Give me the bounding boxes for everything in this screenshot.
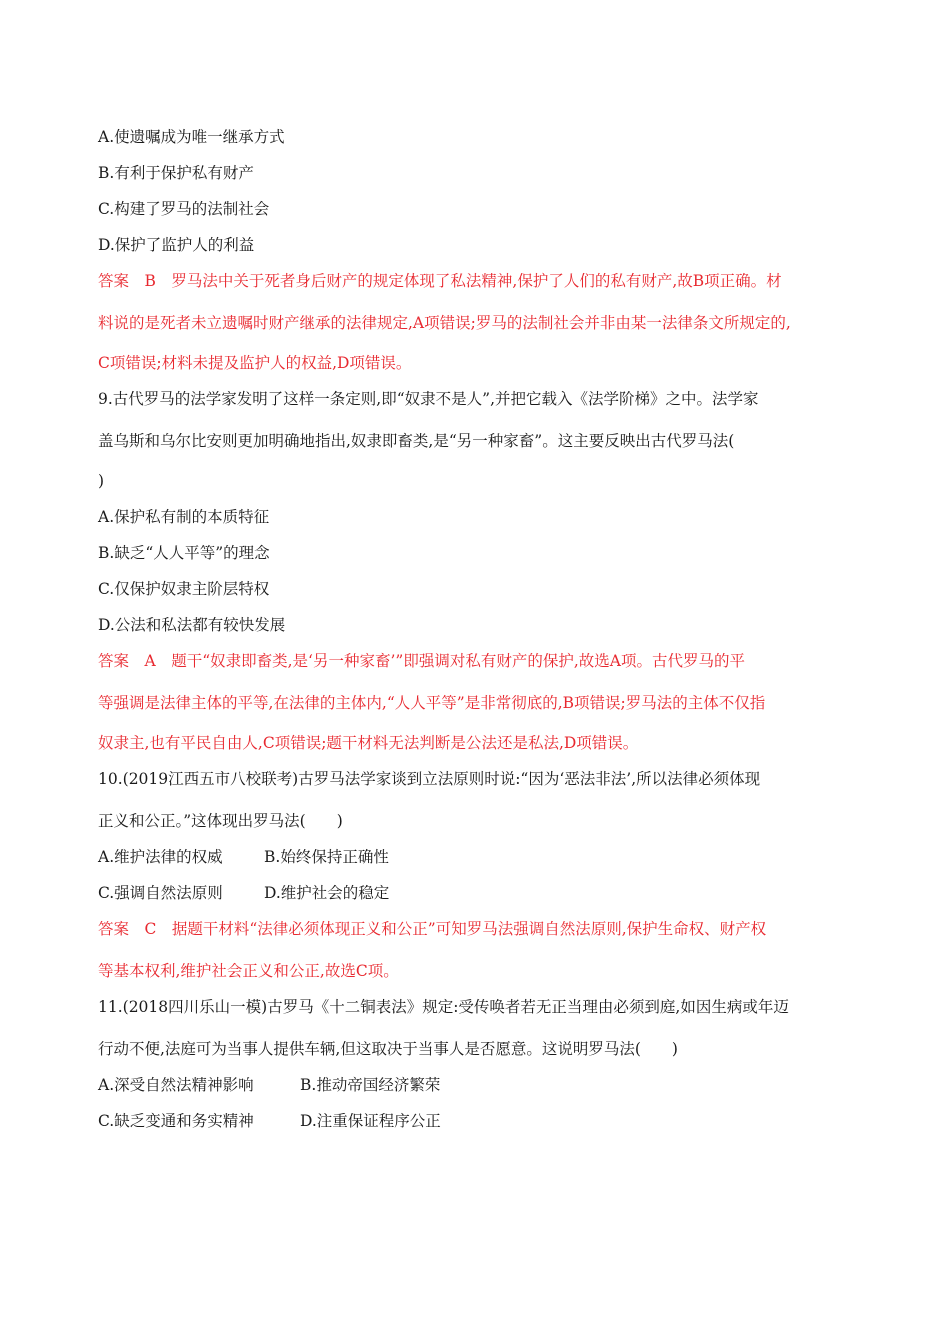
q10-option-a: A.维护法律的权威 bbox=[98, 848, 223, 866]
q10-option-c: C.强调自然法原则 bbox=[98, 884, 223, 902]
q9-option-d: D.公法和私法都有较快发展 bbox=[98, 616, 286, 634]
q11-options-row-1 bbox=[98, 1075, 858, 1095]
q8-option-c: C.构建了罗马的法制社会 bbox=[98, 200, 270, 218]
q9-answer-line-2: 等强调是法律主体的平等,在法律的主体内,“人人平等”是非常彻底的,B项错误;罗马法的主体不仅指 bbox=[98, 694, 766, 712]
q11-option-b: B.推动帝国经济繁荣 bbox=[300, 1076, 441, 1094]
q8-option-a: A.使遗嘱成为唯一继承方式 bbox=[98, 128, 285, 146]
q11-stem-line-1: 11.(2018四川乐山一模)古罗马《十二铜表法》规定:受传唤者若无正当理由必须到庭,如因生病或年迈 bbox=[98, 998, 789, 1016]
q9-stem-line-2: 盖乌斯和乌尔比安则更加明确地指出,奴隶即畜类,是“另一种家畜”。这主要反映出古代罗马法( bbox=[98, 432, 735, 450]
q9-stem-line-1: 9.古代罗马的法学家发明了这样一条定则,即“奴隶不是人”,并把它载入《法学阶梯》之中。法学家 bbox=[98, 390, 759, 408]
q9-answer-line-1: 答案 A 题干“奴隶即畜类,是‘另一种家畜’”即强调对私有财产的保护,故选A项。古代罗马的平 bbox=[98, 652, 745, 670]
q10-options-row-2 bbox=[98, 883, 858, 903]
q8-answer-line-3: C项错误;材料未提及监护人的权益,D项错误。 bbox=[98, 354, 412, 372]
q10-option-d: D.维护社会的稳定 bbox=[264, 884, 390, 902]
q10-stem-line-2: 正义和公正。”这体现出罗马法( ) bbox=[98, 812, 343, 830]
q9-option-c: C.仅保护奴隶主阶层特权 bbox=[98, 580, 270, 598]
q10-answer-line-1: 答案 C 据题干材料“法律必须体现正义和公正”可知罗马法强调自然法原则,保护生命权、财产权 bbox=[98, 920, 767, 938]
q9-option-b: B.缺乏“人人平等”的理念 bbox=[98, 544, 270, 562]
q11-stem-line-2: 行动不便,法庭可为当事人提供车辆,但这取决于当事人是否愿意。这说明罗马法( ) bbox=[98, 1040, 678, 1058]
q9-stem-line-3: ) bbox=[98, 472, 105, 490]
q10-option-b: B.始终保持正确性 bbox=[264, 848, 389, 866]
q10-options-row-1 bbox=[98, 847, 858, 867]
q8-answer-line-1: 答案 B 罗马法中关于死者身后财产的规定体现了私法精神,保护了人们的私有财产,故B项正确。材 bbox=[98, 272, 782, 290]
q10-answer-line-2: 等基本权利,维护社会正义和公正,故选C项。 bbox=[98, 962, 399, 980]
q11-options-row-2 bbox=[98, 1111, 858, 1131]
q11-option-d: D.注重保证程序公正 bbox=[300, 1112, 441, 1130]
q11-option-c: C.缺乏变通和务实精神 bbox=[98, 1112, 254, 1130]
q11-option-a: A.深受自然法精神影响 bbox=[98, 1076, 254, 1094]
q8-option-d: D.保护了监护人的利益 bbox=[98, 236, 255, 254]
q8-option-b: B.有利于保护私有财产 bbox=[98, 164, 254, 182]
q8-answer-line-2: 料说的是死者未立遗嘱时财产继承的法律规定,A项错误;罗马的法制社会并非由某一法律条文所规定的, bbox=[98, 314, 791, 332]
q9-answer-line-3: 奴隶主,也有平民自由人,C项错误;题干材料无法判断是公法还是私法,D项错误。 bbox=[98, 734, 639, 752]
q10-stem-line-1: 10.(2019江西五市八校联考)古罗马法学家谈到立法原则时说:“因为‘恶法非法’,所以法律必须体现 bbox=[98, 770, 761, 788]
q9-option-a: A.保护私有制的本质特征 bbox=[98, 508, 270, 526]
